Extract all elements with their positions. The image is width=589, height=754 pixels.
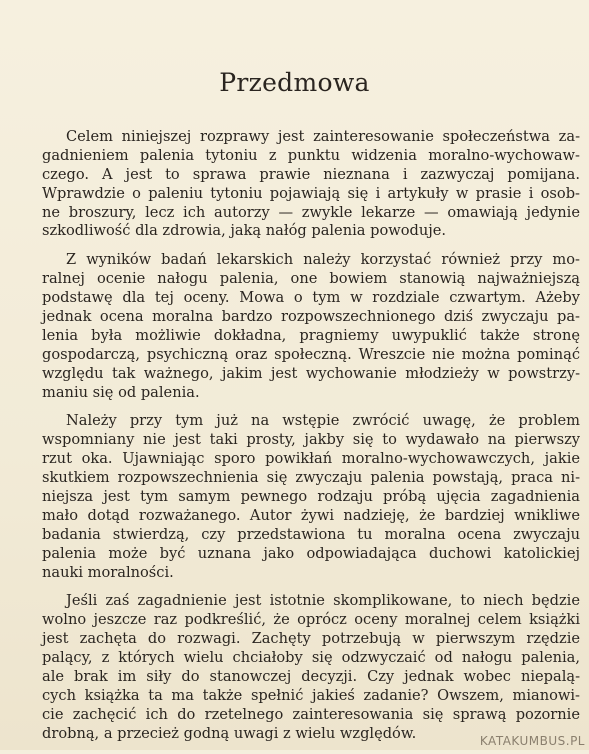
text-line: Jeśli zaś zagadnienie jest istotnie skomplikowane, to niech będzie (66, 592, 580, 610)
watermark-text: KATAKUMBUS.PL (479, 734, 585, 748)
paragraph-4 (42, 592, 580, 743)
text-line: lenia była możliwie dokładna, pragniemy uwypuklić także stronę (42, 326, 580, 344)
text-line: rzut oka. Ujawniając sporo powikłań moralno-wychowawczych, jakie (42, 450, 580, 468)
text-line: Celem niniejszej rozprawy jest zainteresowanie społeczeństwa za- (66, 128, 580, 145)
text-line: gospodarczą, psychiczną oraz społeczną. Wreszcie nie można pominąć (42, 345, 580, 363)
text-line: palący, z których wielu chciałoby się odzwyczaić od nałogu palenia, (42, 649, 580, 667)
text-line: Wprawdzie o paleniu tytoniu pojawiają się i artykuły w prasie i osob- (42, 184, 580, 202)
text-line: jednak ocena moralna bardzo rozpowszechnionego dziś zwyczaju pa- (42, 308, 580, 326)
text-line: jest zachęta do rozwagi. Zachęty potrzebują w pierwszym rzędzie (42, 630, 580, 648)
paragraph-1 (42, 128, 580, 241)
text-line: wspomniany nie jest taki prosty, jakby się to wydawało na pierwszy (42, 431, 580, 449)
text-line: ne broszury, lecz ich autorzy — zwykle lekarze — omawiają jedynie (42, 203, 580, 221)
text-line: ralnej ocenie nałogu palenia, one bowiem stanowią najważniejszą (42, 270, 580, 288)
page-title: Przedmowa (219, 68, 370, 97)
text-line: maniu się od palenia. (42, 383, 200, 401)
text-line: skutkiem rozpowszechnienia się zwyczaju palenia powstają, praca ni- (42, 469, 580, 487)
text-line: czego. A jest to sprawa prawie nieznana i zazwyczaj pomijana. (42, 165, 580, 183)
text-line: ale brak im siły do stanowczej decyzji. Czy jednak wobec niepalą- (42, 668, 580, 686)
text-line: gadnieniem palenia tytoniu z punktu widzenia moralno-wychowaw- (42, 146, 580, 164)
text-line: palenia może być uznana jako odpowiadająca duchowi katolickiej (42, 544, 580, 562)
text-line: Z wyników badań lekarskich należy korzystać również przy mo- (66, 251, 580, 269)
text-line: drobną, a przecież godną uwagi z wielu względów. (42, 724, 417, 742)
body-text (42, 128, 580, 754)
text-line: Należy przy tym już na wstępie zwrócić uwagę, że problem (66, 412, 580, 430)
text-line: badania stwierdzą, czy przedstawiona tu moralna ocena zwyczaju (42, 525, 580, 543)
paragraph-2 (42, 251, 580, 402)
text-line: mało dotąd rozważanego. Autor żywi nadzieję, że bardziej wnikliwe (42, 506, 580, 524)
text-line: szkodliwość dla zdrowia, jaką nałóg palenia powoduje. (42, 222, 447, 240)
paragraph-3 (42, 412, 580, 582)
text-line: wolno jeszcze raz podkreślić, że oprócz oceny moralnej celem książki (42, 611, 580, 629)
text-line: względu tak ważnego, jakim jest wychowanie młodzieży w powstrzy- (42, 364, 580, 382)
text-line: nauki moralności. (42, 563, 174, 581)
text-line: niejsza jest tym samym pewnego rodzaju próbą ujęcia zagadnienia (42, 488, 580, 506)
text-line: podstawę dla tej oceny. Mowa o tym w rozdziale czwartym. Ażeby (42, 289, 580, 307)
text-line: cie zachęcić ich do rzetelnego zainteresowania się sprawą pozornie (42, 705, 580, 723)
text-line: cych książka ta ma także spełnić jakieś zadanie? Owszem, mianowi- (42, 686, 580, 704)
